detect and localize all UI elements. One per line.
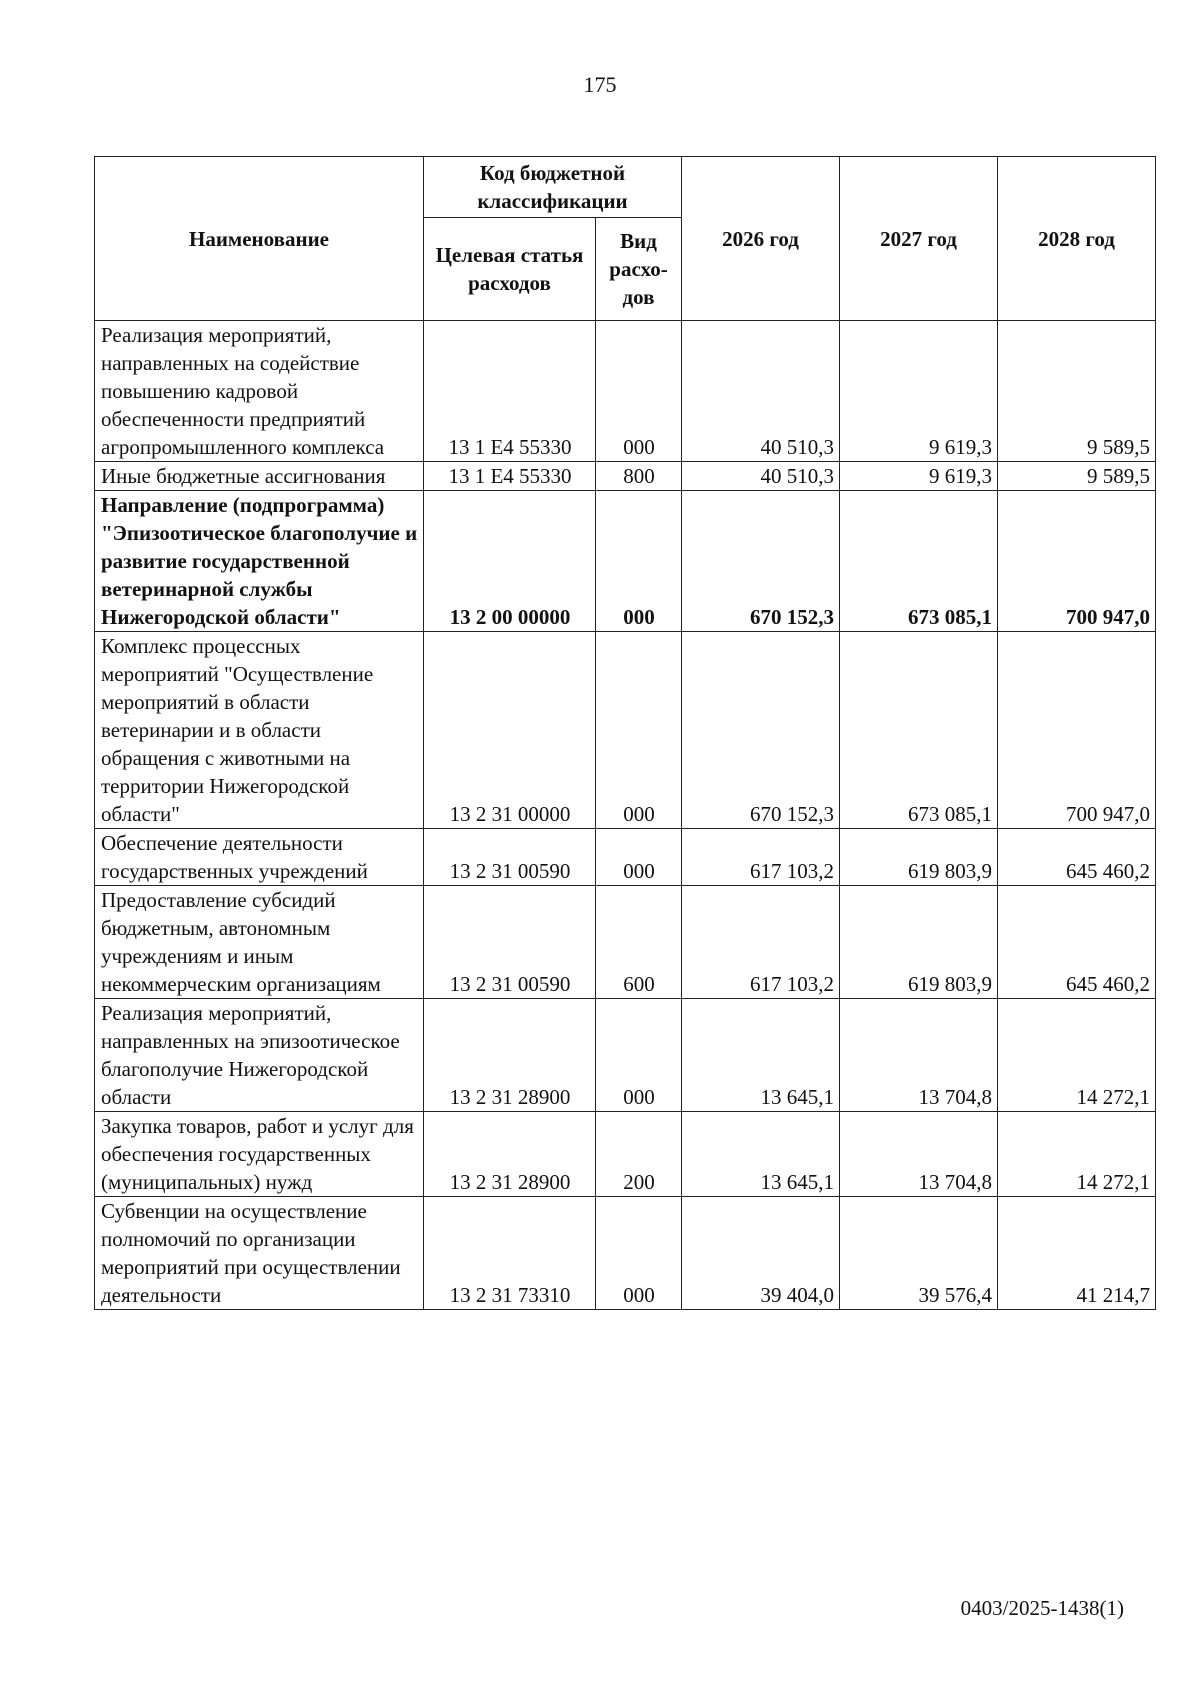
row-expense-kind: 000 (596, 829, 682, 886)
budget-table (94, 156, 1156, 1310)
row-target-article: 13 2 31 00590 (424, 829, 596, 886)
row-expense-kind: 600 (596, 886, 682, 999)
row-expense-kind: 800 (596, 462, 682, 491)
row-target-article: 13 1 Е4 55330 (424, 462, 596, 491)
row-name: Закупка товаров, работ и услуг для обеспечения государственных (муниципальных) нужд (95, 1112, 424, 1197)
row-2028: 700 947,0 (998, 632, 1156, 829)
row-2026: 40 510,3 (682, 321, 840, 462)
table-row (95, 321, 1156, 462)
table-row (95, 999, 1156, 1112)
table-row (95, 632, 1156, 829)
row-2027: 619 803,9 (840, 886, 998, 999)
row-2027: 619 803,9 (840, 829, 998, 886)
row-2027: 13 704,8 (840, 999, 998, 1112)
row-expense-kind: 000 (596, 321, 682, 462)
row-2027: 13 704,8 (840, 1112, 998, 1197)
row-name: Обеспечение деятельности государственных учреждений (95, 829, 424, 886)
row-2027: 9 619,3 (840, 462, 998, 491)
row-2026: 670 152,3 (682, 491, 840, 632)
row-2026: 617 103,2 (682, 886, 840, 999)
row-target-article: 13 2 31 28900 (424, 999, 596, 1112)
row-name: Реализация мероприятий, направленных на эпизоотическое благополучие Нижегородской области (95, 999, 424, 1112)
row-2027: 673 085,1 (840, 632, 998, 829)
document-id: 0403/2025-1438(1) (960, 1596, 1124, 1620)
row-2027: 673 085,1 (840, 491, 998, 632)
header-target-article: Целевая статья расходов (424, 218, 596, 321)
row-2026: 40 510,3 (682, 462, 840, 491)
header-name: Наименование (95, 157, 424, 321)
table-row (95, 1197, 1156, 1310)
header-expense-kind: Вид расхо-дов (596, 218, 682, 321)
row-2028: 700 947,0 (998, 491, 1156, 632)
header-code-group: Код бюджетной классификации (424, 157, 682, 218)
row-name: Направление (подпрограмма) "Эпизоотическое благополучие и развитие государственной ветеринарной службы Нижегородской области" (95, 491, 424, 632)
row-name: Иные бюджетные ассигнования (95, 462, 424, 491)
row-2027: 9 619,3 (840, 321, 998, 462)
row-expense-kind: 000 (596, 999, 682, 1112)
row-2028: 9 589,5 (998, 321, 1156, 462)
row-name: Комплекс процессных мероприятий "Осуществление мероприятий в области ветеринарии и в области обращения с животными на территории Нижегородской области" (95, 632, 424, 829)
row-target-article: 13 1 Е4 55330 (424, 321, 596, 462)
row-expense-kind: 000 (596, 1197, 682, 1310)
row-target-article: 13 2 31 00000 (424, 632, 596, 829)
row-2026: 670 152,3 (682, 632, 840, 829)
table-row (95, 1112, 1156, 1197)
row-2026: 617 103,2 (682, 829, 840, 886)
row-name: Предоставление субсидий бюджетным, автономным учреждениям и иным некоммерческим организациям (95, 886, 424, 999)
row-2026: 39 404,0 (682, 1197, 840, 1310)
row-expense-kind: 000 (596, 491, 682, 632)
table-row-subprogram (95, 491, 1156, 632)
row-expense-kind: 000 (596, 632, 682, 829)
table-body (95, 321, 1156, 1310)
header-2026: 2026 год (682, 157, 840, 321)
table-row (95, 462, 1156, 491)
row-target-article: 13 2 31 73310 (424, 1197, 596, 1310)
row-2028: 9 589,5 (998, 462, 1156, 491)
row-name: Реализация мероприятий, направленных на содействие повышению кадровой обеспеченности предприятий агропромышленного комплекса (95, 321, 424, 462)
row-2026: 13 645,1 (682, 1112, 840, 1197)
row-target-article: 13 2 31 28900 (424, 1112, 596, 1197)
row-target-article: 13 2 31 00590 (424, 886, 596, 999)
row-expense-kind: 200 (596, 1112, 682, 1197)
row-2028: 14 272,1 (998, 1112, 1156, 1197)
row-target-article: 13 2 00 00000 (424, 491, 596, 632)
row-name: Субвенции на осуществление полномочий по организации мероприятий при осуществлении деятельности (95, 1197, 424, 1310)
row-2028: 14 272,1 (998, 999, 1156, 1112)
table-row (95, 886, 1156, 999)
row-2026: 13 645,1 (682, 999, 840, 1112)
page-number: 175 (583, 72, 617, 97)
row-2028: 41 214,7 (998, 1197, 1156, 1310)
header-2028: 2028 год (998, 157, 1156, 321)
row-2027: 39 576,4 (840, 1197, 998, 1310)
row-2028: 645 460,2 (998, 829, 1156, 886)
header-2027: 2027 год (840, 157, 998, 321)
row-2028: 645 460,2 (998, 886, 1156, 999)
table-row (95, 829, 1156, 886)
